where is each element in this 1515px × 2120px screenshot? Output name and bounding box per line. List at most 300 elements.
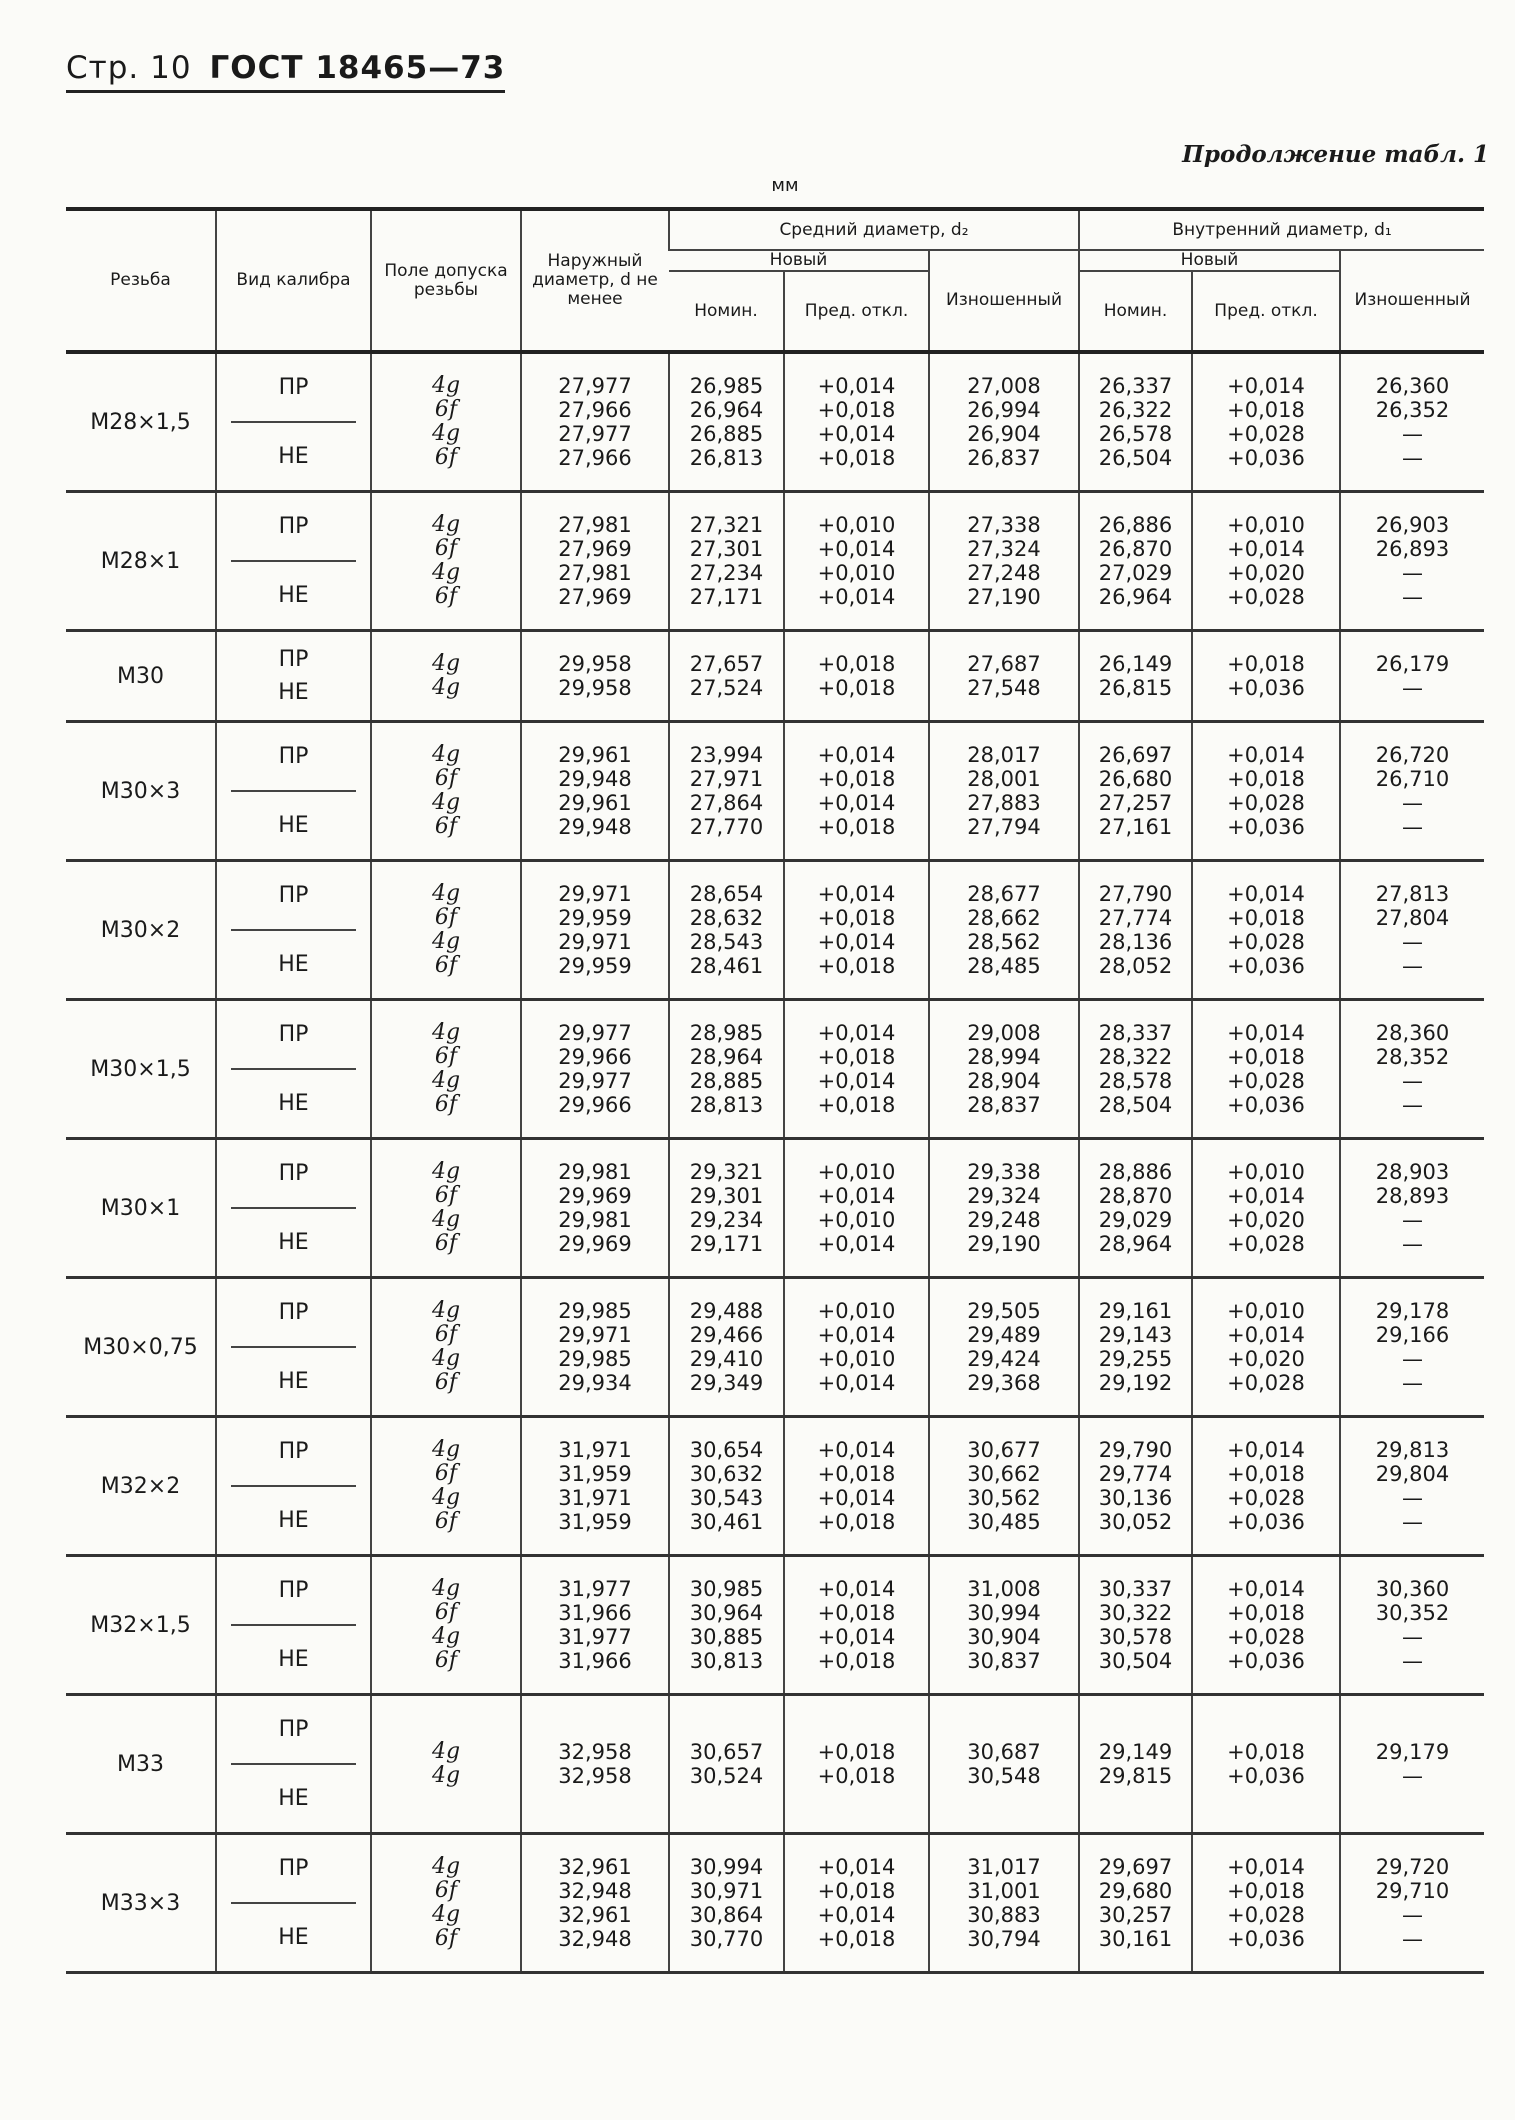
inner-worn-value: 28,360	[1375, 1021, 1450, 1045]
inner-nominal-value: 29,029	[1098, 1208, 1173, 1232]
inner-nominal-value: 29,790	[1098, 1438, 1173, 1462]
outer-diameter-value: 29,981	[558, 1160, 632, 1184]
inner-nominal-value: 29,815	[1098, 1764, 1173, 1788]
gauge-type-cell	[216, 1278, 371, 1417]
inner-dev-cell	[1192, 1000, 1340, 1139]
inner-nominal-cell	[1079, 1278, 1192, 1417]
pitch-nominal-value: 30,524	[689, 1764, 764, 1788]
pitch-nominal-value: 29,321	[689, 1160, 764, 1184]
pitch-dev-value: +0,010	[817, 1347, 896, 1371]
pitch-dev-cell	[784, 1000, 929, 1139]
inner-nominal-value: 26,886	[1098, 513, 1173, 537]
tolerance-field: 4g	[431, 512, 461, 537]
pitch-nominal-value: 27,971	[689, 767, 764, 791]
inner-worn-cell	[1340, 1556, 1484, 1695]
tolerance-field: 6f	[434, 1322, 458, 1347]
inner-dev-value: +0,014	[1227, 1577, 1305, 1601]
pitch-nominal-cell	[669, 1417, 784, 1556]
tolerance-field: 6f	[434, 766, 458, 791]
pitch-worn-cell	[929, 1139, 1079, 1278]
inner-dev-value: +0,036	[1227, 1510, 1305, 1534]
tolerance-field: 6f	[434, 1509, 458, 1534]
pitch-dev-value: +0,018	[817, 1462, 896, 1486]
pitch-worn-value: 29,248	[967, 1208, 1041, 1232]
inner-dev-cell	[1192, 1556, 1340, 1695]
gauge-type: НЕ	[231, 1902, 356, 1971]
inner-worn-value: —	[1402, 561, 1424, 585]
pitch-dev-value: +0,010	[817, 561, 896, 585]
outer-diameter-value: 29,958	[558, 676, 632, 700]
inner-nominal-value: 28,886	[1098, 1160, 1173, 1184]
pitch-nominal-value: 26,985	[689, 374, 764, 398]
pitch-nominal-value: 27,301	[689, 537, 764, 561]
inner-nominal-value: 27,257	[1098, 791, 1173, 815]
inner-dev-value: +0,028	[1227, 1486, 1305, 1510]
inner-dev-value: +0,018	[1227, 652, 1305, 676]
pitch-worn-value: 28,662	[967, 906, 1041, 930]
outer-diameter-value: 27,969	[558, 537, 632, 561]
pitch-nominal-value: 27,524	[689, 676, 764, 700]
inner-dev-value: +0,014	[1227, 537, 1305, 561]
pitch-nominal-cell	[669, 722, 784, 861]
inner-nominal-value: 28,870	[1098, 1184, 1173, 1208]
table-row	[66, 631, 1484, 722]
pitch-worn-value: 27,248	[967, 561, 1041, 585]
tolerance-field-cell	[371, 352, 521, 492]
gauge-type: ПР	[278, 883, 309, 908]
pitch-nominal-value: 28,632	[689, 906, 764, 930]
table-row	[66, 1695, 1484, 1834]
inner-worn-value: —	[1402, 1069, 1424, 1093]
pitch-dev-value: +0,014	[817, 1577, 896, 1601]
inner-dev-value: +0,028	[1227, 1903, 1305, 1927]
gauge-type: ПР	[278, 1161, 309, 1186]
pitch-worn-value: 29,324	[967, 1184, 1041, 1208]
pitch-worn-value: 28,485	[967, 954, 1041, 978]
pitch-dev-value: +0,018	[817, 652, 896, 676]
inner-dev-cell	[1192, 1278, 1340, 1417]
inner-worn-cell	[1340, 861, 1484, 1000]
pitch-worn-value: 30,837	[967, 1649, 1041, 1673]
inner-nominal-cell	[1079, 1834, 1192, 1973]
inner-worn-value: 28,903	[1375, 1160, 1450, 1184]
inner-worn-cell	[1340, 722, 1484, 861]
inner-worn-value: 30,352	[1375, 1601, 1450, 1625]
tolerance-field: 4g	[431, 1624, 461, 1649]
gauge-type: НЕ	[231, 929, 356, 998]
pitch-worn-value: 30,485	[967, 1510, 1041, 1534]
pitch-dev-cell	[784, 1556, 929, 1695]
inner-worn-value: —	[1402, 1927, 1424, 1951]
tolerance-field: 6f	[434, 397, 458, 422]
inner-dev-value: +0,014	[1227, 1184, 1305, 1208]
inner-dev-value: +0,036	[1227, 446, 1305, 470]
inner-dev-cell	[1192, 492, 1340, 631]
pitch-worn-cell	[929, 1278, 1079, 1417]
inner-worn-cell	[1340, 352, 1484, 492]
inner-nominal-value: 30,578	[1098, 1625, 1173, 1649]
inner-nominal-cell	[1079, 631, 1192, 722]
pitch-worn-value: 27,548	[967, 676, 1041, 700]
outer-diameter-value: 29,969	[558, 1232, 632, 1256]
pitch-worn-cell	[929, 1695, 1079, 1834]
pitch-nominal-value: 28,885	[689, 1069, 764, 1093]
pitch-worn-cell	[929, 1556, 1079, 1695]
col-pitch-diameter: Средний диаметр, d₂	[669, 209, 1079, 250]
inner-dev-value: +0,010	[1227, 1160, 1305, 1184]
inner-worn-value: 26,903	[1375, 513, 1450, 537]
table-row	[66, 861, 1484, 1000]
pitch-dev-value: +0,014	[817, 1438, 896, 1462]
pitch-dev-value: +0,014	[817, 1184, 896, 1208]
inner-nominal-value: 29,680	[1098, 1879, 1173, 1903]
pitch-dev-value: +0,014	[817, 1371, 896, 1395]
inner-dev-value: +0,036	[1227, 815, 1305, 839]
inner-nominal-cell	[1079, 1000, 1192, 1139]
pitch-worn-value: 27,190	[967, 585, 1041, 609]
gauge-type: НЕ	[231, 1207, 356, 1276]
page-number: Стр. 10	[66, 50, 192, 86]
gauge-type-list	[231, 862, 356, 998]
pitch-nominal-value: 26,964	[689, 398, 764, 422]
inner-nominal-value: 28,337	[1098, 1021, 1173, 1045]
pitch-dev-value: +0,014	[817, 1903, 896, 1927]
inner-worn-value: 29,178	[1375, 1299, 1450, 1323]
gauge-type-list	[231, 1835, 356, 1971]
thread-designation: М33	[66, 1695, 216, 1834]
outer-diameter-value: 29,969	[558, 1184, 632, 1208]
gauge-type-list	[231, 1279, 356, 1415]
outer-diameter-cell	[521, 1139, 669, 1278]
tolerance-field: 6f	[434, 1926, 458, 1951]
pitch-dev-cell	[784, 1278, 929, 1417]
inner-worn-value: —	[1402, 1486, 1424, 1510]
inner-dev-value: +0,018	[1227, 1879, 1305, 1903]
pitch-nominal-value: 30,770	[689, 1927, 764, 1951]
pitch-nominal-value: 30,985	[689, 1577, 764, 1601]
gauge-type-cell	[216, 1834, 371, 1973]
col-inner-new: Новый	[1079, 250, 1340, 271]
inner-nominal-value: 27,161	[1098, 815, 1173, 839]
thread-designation: М30	[66, 631, 216, 722]
tolerance-field-cell	[371, 1417, 521, 1556]
inner-nominal-cell	[1079, 492, 1192, 631]
inner-dev-value: +0,028	[1227, 1371, 1305, 1395]
inner-dev-value: +0,014	[1227, 1021, 1305, 1045]
pitch-dev-value: +0,018	[817, 1510, 896, 1534]
pitch-dev-value: +0,014	[817, 1855, 896, 1879]
inner-worn-cell	[1340, 492, 1484, 631]
tolerance-field-cell	[371, 492, 521, 631]
outer-diameter-value: 29,961	[558, 791, 632, 815]
pitch-worn-value: 30,794	[967, 1927, 1041, 1951]
gauge-type: ПР	[278, 1022, 309, 1047]
inner-dev-value: +0,028	[1227, 791, 1305, 815]
inner-dev-value: +0,014	[1227, 1323, 1305, 1347]
inner-dev-cell	[1192, 1834, 1340, 1973]
tolerance-field: 4g	[431, 1739, 461, 1764]
gauge-type-cell	[216, 1139, 371, 1278]
thread-designation: М28×1,5	[66, 352, 216, 492]
pitch-dev-value: +0,014	[817, 1069, 896, 1093]
tolerance-field: 4g	[431, 651, 461, 676]
pitch-dev-value: +0,014	[817, 422, 896, 446]
outer-diameter-value: 29,977	[558, 1069, 632, 1093]
pitch-nominal-value: 27,234	[689, 561, 764, 585]
inner-worn-value: —	[1402, 585, 1424, 609]
inner-dev-cell	[1192, 352, 1340, 492]
inner-nominal-value: 26,680	[1098, 767, 1173, 791]
outer-diameter-cell	[521, 722, 669, 861]
pitch-dev-cell	[784, 492, 929, 631]
outer-diameter-cell	[521, 352, 669, 492]
inner-dev-value: +0,036	[1227, 1093, 1305, 1117]
pitch-dev-cell	[784, 1834, 929, 1973]
pitch-nominal-value: 28,964	[689, 1045, 764, 1069]
inner-nominal-value: 28,322	[1098, 1045, 1173, 1069]
pitch-dev-value: +0,014	[817, 1323, 896, 1347]
inner-dev-value: +0,018	[1227, 398, 1305, 422]
gauge-type: НЕ	[231, 560, 356, 629]
pitch-worn-value: 27,687	[967, 652, 1041, 676]
outer-diameter-cell	[521, 1000, 669, 1139]
pitch-nominal-value: 28,985	[689, 1021, 764, 1045]
outer-diameter-cell	[521, 1834, 669, 1973]
pitch-worn-value: 30,562	[967, 1486, 1041, 1510]
inner-nominal-value: 29,697	[1098, 1855, 1173, 1879]
pitch-nominal-cell	[669, 492, 784, 631]
gauge-type: ПР	[278, 1439, 309, 1464]
pitch-worn-value: 26,837	[967, 446, 1041, 470]
inner-dev-value: +0,014	[1227, 743, 1305, 767]
pitch-worn-cell	[929, 1834, 1079, 1973]
thread-designation: М32×2	[66, 1417, 216, 1556]
pitch-dev-value: +0,018	[817, 446, 896, 470]
tolerance-field: 4g	[431, 1068, 461, 1093]
pitch-dev-value: +0,018	[817, 815, 896, 839]
outer-diameter-value: 27,981	[558, 513, 632, 537]
col-pitch-new: Новый	[669, 250, 929, 271]
outer-diameter-value: 32,958	[558, 1764, 632, 1788]
inner-worn-cell	[1340, 1139, 1484, 1278]
table-row	[66, 1139, 1484, 1278]
tolerance-field: 4g	[431, 1437, 461, 1462]
inner-worn-value: 30,360	[1375, 1577, 1450, 1601]
pitch-dev-value: +0,014	[817, 1625, 896, 1649]
pitch-nominal-value: 28,461	[689, 954, 764, 978]
page-header	[66, 50, 505, 93]
pitch-nominal-value: 30,543	[689, 1486, 764, 1510]
inner-dev-value: +0,028	[1227, 1625, 1305, 1649]
inner-worn-value: —	[1402, 954, 1424, 978]
tolerance-field: 6f	[434, 536, 458, 561]
inner-nominal-cell	[1079, 352, 1192, 492]
inner-nominal-value: 29,161	[1098, 1299, 1173, 1323]
pitch-nominal-value: 26,885	[689, 422, 764, 446]
inner-worn-value: —	[1402, 1371, 1424, 1395]
inner-nominal-value: 30,504	[1098, 1649, 1173, 1673]
pitch-nominal-value: 27,657	[689, 652, 764, 676]
col-inner-limit-dev: Пред. откл.	[1192, 271, 1340, 352]
inner-nominal-value: 30,136	[1098, 1486, 1173, 1510]
inner-dev-value: +0,036	[1227, 676, 1305, 700]
pitch-dev-value: +0,014	[817, 585, 896, 609]
gauge-type-list	[231, 354, 356, 490]
gauge-type: НЕ	[231, 790, 356, 859]
inner-dev-value: +0,018	[1227, 1601, 1305, 1625]
tolerance-field-cell	[371, 861, 521, 1000]
outer-diameter-value: 31,977	[558, 1625, 632, 1649]
gauge-type-cell	[216, 861, 371, 1000]
gauge-type-list	[231, 632, 356, 720]
pitch-dev-value: +0,014	[817, 1486, 896, 1510]
col-pitch-nominal: Номин.	[694, 300, 758, 321]
pitch-worn-value: 30,677	[967, 1438, 1041, 1462]
tolerance-field: 4g	[431, 421, 461, 446]
pitch-worn-value: 31,017	[967, 1855, 1041, 1879]
inner-dev-cell	[1192, 1417, 1340, 1556]
pitch-worn-value: 27,008	[967, 374, 1041, 398]
outer-diameter-value: 29,948	[558, 815, 632, 839]
gauge-type: НЕ	[231, 1624, 356, 1693]
tolerance-field: 4g	[431, 1159, 461, 1184]
pitch-nominal-value: 30,654	[689, 1438, 764, 1462]
pitch-nominal-cell	[669, 1000, 784, 1139]
thread-designation: М33×3	[66, 1834, 216, 1973]
pitch-nominal-value: 27,171	[689, 585, 764, 609]
pitch-nominal-value: 30,964	[689, 1601, 764, 1625]
tolerance-field: 4g	[431, 790, 461, 815]
gauge-type: ПР	[278, 1578, 309, 1603]
inner-worn-value: —	[1402, 1093, 1424, 1117]
inner-worn-value: —	[1402, 1649, 1424, 1673]
pitch-nominal-value: 30,461	[689, 1510, 764, 1534]
inner-dev-value: +0,028	[1227, 585, 1305, 609]
pitch-nominal-value: 29,410	[689, 1347, 764, 1371]
tolerance-field-cell	[371, 631, 521, 722]
inner-nominal-cell	[1079, 722, 1192, 861]
pitch-dev-value: +0,014	[817, 930, 896, 954]
inner-nominal-value: 26,964	[1098, 585, 1173, 609]
inner-worn-value: 27,804	[1375, 906, 1450, 930]
inner-worn-value: 29,710	[1375, 1879, 1450, 1903]
inner-dev-value: +0,028	[1227, 422, 1305, 446]
gauge-dimensions-table	[66, 207, 1484, 1974]
outer-diameter-value: 29,966	[558, 1093, 632, 1117]
inner-worn-value: —	[1402, 791, 1424, 815]
pitch-worn-value: 29,008	[967, 1021, 1041, 1045]
pitch-worn-cell	[929, 352, 1079, 492]
inner-nominal-cell	[1079, 861, 1192, 1000]
pitch-worn-value: 29,489	[967, 1323, 1041, 1347]
gauge-type: ПР	[278, 1300, 309, 1325]
inner-nominal-value: 28,052	[1098, 954, 1173, 978]
inner-nominal-value: 26,504	[1098, 446, 1173, 470]
inner-dev-value: +0,018	[1227, 1045, 1305, 1069]
inner-worn-value: 26,352	[1375, 398, 1450, 422]
inner-dev-value: +0,028	[1227, 1069, 1305, 1093]
pitch-nominal-value: 30,994	[689, 1855, 764, 1879]
inner-worn-value: —	[1402, 1232, 1424, 1256]
inner-worn-value: —	[1402, 1208, 1424, 1232]
pitch-worn-value: 30,662	[967, 1462, 1041, 1486]
thread-designation: М32×1,5	[66, 1556, 216, 1695]
gauge-type-list	[231, 1696, 356, 1832]
unit-label: мм	[771, 175, 799, 196]
outer-diameter-cell	[521, 1278, 669, 1417]
pitch-nominal-value: 27,321	[689, 513, 764, 537]
pitch-nominal-cell	[669, 1278, 784, 1417]
tolerance-field: 6f	[434, 953, 458, 978]
inner-nominal-value: 30,161	[1098, 1927, 1173, 1951]
pitch-dev-cell	[784, 1417, 929, 1556]
outer-diameter-value: 29,948	[558, 767, 632, 791]
pitch-nominal-value: 27,864	[689, 791, 764, 815]
tolerance-field-cell	[371, 1695, 521, 1834]
inner-worn-cell	[1340, 1278, 1484, 1417]
pitch-nominal-value: 29,466	[689, 1323, 764, 1347]
table-row	[66, 352, 1484, 492]
gauge-type-cell	[216, 631, 371, 722]
tolerance-field: 4g	[431, 1763, 461, 1788]
tolerance-field-cell	[371, 1834, 521, 1973]
inner-nominal-value: 27,029	[1098, 561, 1173, 585]
outer-diameter-value: 29,971	[558, 930, 632, 954]
inner-worn-value: —	[1402, 446, 1424, 470]
pitch-nominal-value: 27,770	[689, 815, 764, 839]
inner-dev-cell	[1192, 1695, 1340, 1834]
tolerance-field: 4g	[431, 1020, 461, 1045]
pitch-worn-cell	[929, 492, 1079, 631]
outer-diameter-value: 32,961	[558, 1903, 632, 1927]
col-inner-diameter: Внутренний диаметр, d₁	[1079, 209, 1484, 250]
inner-worn-value: —	[1402, 422, 1424, 446]
tolerance-field: 4g	[431, 1854, 461, 1879]
outer-diameter-cell	[521, 1417, 669, 1556]
inner-worn-value: 27,813	[1375, 882, 1450, 906]
pitch-worn-value: 28,017	[967, 743, 1041, 767]
pitch-nominal-cell	[669, 1139, 784, 1278]
pitch-nominal-value: 29,349	[689, 1371, 764, 1395]
table-row	[66, 722, 1484, 861]
pitch-dev-value: +0,014	[817, 791, 896, 815]
pitch-dev-value: +0,010	[817, 1160, 896, 1184]
pitch-dev-value: +0,014	[817, 882, 896, 906]
pitch-dev-cell	[784, 1695, 929, 1834]
tolerance-field: 4g	[431, 881, 461, 906]
gauge-type-cell	[216, 1417, 371, 1556]
pitch-worn-value: 30,883	[967, 1903, 1041, 1927]
pitch-dev-value: +0,018	[817, 767, 896, 791]
gauge-type: НЕ	[231, 1485, 356, 1554]
inner-dev-value: +0,020	[1227, 1208, 1305, 1232]
gauge-type: НЕ	[231, 421, 356, 490]
pitch-nominal-value: 30,813	[689, 1649, 764, 1673]
table-row	[66, 1000, 1484, 1139]
outer-diameter-value: 27,966	[558, 446, 632, 470]
outer-diameter-value: 32,948	[558, 1927, 632, 1951]
outer-diameter-value: 27,966	[558, 398, 632, 422]
tolerance-field-cell	[371, 1278, 521, 1417]
tolerance-field: 4g	[431, 1207, 461, 1232]
inner-worn-cell	[1340, 1695, 1484, 1834]
pitch-nominal-value: 29,171	[689, 1232, 764, 1256]
pitch-worn-cell	[929, 1417, 1079, 1556]
table-row	[66, 492, 1484, 631]
gauge-type-list	[231, 1140, 356, 1276]
inner-worn-value: 28,352	[1375, 1045, 1450, 1069]
inner-nominal-value: 30,337	[1098, 1577, 1173, 1601]
